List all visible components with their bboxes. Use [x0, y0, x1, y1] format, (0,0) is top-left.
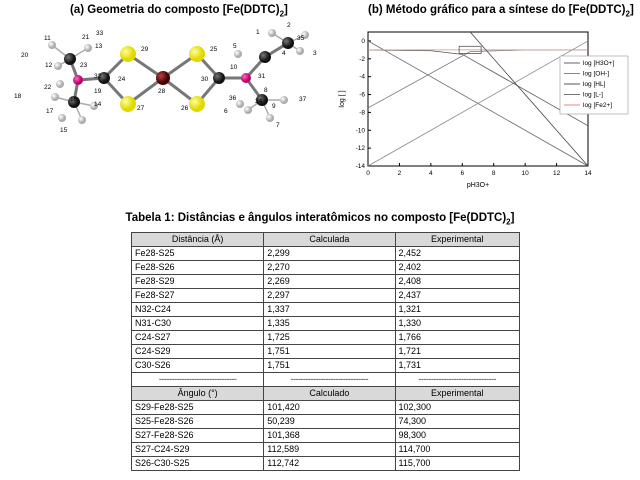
atom-label: 30	[201, 76, 209, 83]
h-label: 11	[44, 35, 51, 42]
table-row	[132, 247, 520, 261]
x-tick-label: 0	[366, 170, 370, 177]
h-label: 37	[299, 96, 307, 103]
x-tick-label: 4	[429, 170, 433, 177]
y-tick-label: 0	[361, 37, 365, 45]
figure-b-caption: (b) Método gráfico para a síntese do $[Fe(DDTC)_2]$	[368, 4, 634, 19]
n32-atom	[73, 75, 83, 85]
table-cell: 2,437	[395, 289, 519, 303]
s26-atom	[189, 96, 205, 112]
table-cell: 115,700	[395, 457, 519, 471]
y-tick-label: -4	[359, 73, 365, 81]
table-cell: 1,725	[264, 331, 395, 345]
figure-a-caption: (a) Geometria do composto $[Fe(DDTC)_2]$	[70, 4, 288, 19]
table-row	[132, 289, 520, 303]
y-tick-label: -8	[359, 109, 365, 117]
table-row	[132, 331, 520, 345]
x-tick-label: 6	[460, 170, 465, 177]
h-label: 2	[287, 22, 291, 29]
series-line-3	[368, 50, 588, 108]
table-cell: 98,300	[395, 429, 519, 443]
h-label: 36	[229, 95, 237, 102]
header-cell: Calculada	[264, 233, 395, 247]
h-label: 18	[14, 93, 22, 100]
atom-label: 29	[141, 46, 149, 53]
table-cell: C24-S29	[132, 345, 264, 359]
table-cell: 2,299	[264, 247, 395, 261]
table-cell: 1,321	[395, 303, 519, 317]
x-tick-label: 12	[552, 170, 561, 177]
header-cell: Calculado	[264, 387, 395, 401]
table-row	[132, 429, 520, 443]
atom-label: 16	[70, 96, 78, 103]
table-row	[132, 345, 520, 359]
table-title: Tabela 1: Distâncias e ângulos interatômicos no composto $[Fe(DDTC)_2]$	[125, 212, 515, 227]
table-header-row	[132, 387, 520, 401]
legend-label: log [L-]	[583, 91, 603, 99]
table-cell: S26-C30-S25	[132, 457, 264, 471]
molecule-structure	[0, 18, 325, 138]
table-cell: Fe28-S25	[132, 247, 264, 261]
atom-label: 32	[94, 73, 102, 80]
table-cell: Fe28-S26	[132, 261, 264, 275]
table-cell: S27-Fe28-S26	[132, 429, 264, 443]
s27-atom	[120, 96, 136, 112]
separator-row: ------------------------------- ------------------------------- -------------------------------	[132, 373, 520, 387]
table-row	[132, 443, 520, 457]
h-label: 35	[297, 35, 305, 42]
table-cell: 1,330	[395, 317, 519, 331]
y-tick-label: -6	[359, 91, 365, 99]
c30-atom	[213, 72, 225, 84]
atom-label: 24	[118, 76, 126, 83]
atom-label: 1	[256, 29, 260, 36]
h-label: 22	[44, 84, 52, 91]
table-cell: 1,766	[395, 331, 519, 345]
legend-label: log [OH-]	[583, 70, 610, 78]
header-cell: Experimental	[395, 387, 519, 401]
table-cell: 2,408	[395, 275, 519, 289]
table-cell: 112,742	[264, 457, 395, 471]
y-tick-label: -14	[355, 163, 365, 170]
hydrogen-atoms	[48, 29, 309, 124]
table-cell: 114,700	[395, 443, 519, 457]
table-cell: 1,335	[264, 317, 395, 331]
legend-label: log [Fe2+]	[583, 102, 613, 109]
header-cell: Experimental	[395, 233, 519, 247]
table-cell: 102,300	[395, 401, 519, 415]
h-label: 7	[276, 122, 280, 129]
table-cell: 101,420	[264, 401, 395, 415]
table-cell: 112,589	[264, 443, 395, 457]
header-cell: Ângulo (°)	[132, 387, 264, 401]
x-axis-label: pH3O+	[466, 182, 490, 189]
table-cell: 2,269	[264, 275, 395, 289]
y-tick-label: -2	[359, 55, 365, 63]
table-cell: 2,270	[264, 261, 395, 275]
table-cell: 1,751	[264, 345, 395, 359]
table-cell: 2,402	[395, 261, 519, 275]
x-tick-label: 14	[584, 170, 592, 177]
table-cell: S27-C24-S29	[132, 443, 264, 457]
chart-area	[330, 18, 630, 193]
h-label: 15	[60, 127, 68, 134]
table-cell: 101,368	[264, 429, 395, 443]
x-tick-label: 8	[491, 170, 496, 177]
table-cell: 2,452	[395, 247, 519, 261]
table-cell: C24-S27	[132, 331, 264, 345]
h-label: 34	[255, 98, 263, 105]
s29-atom	[120, 46, 136, 62]
table-cell: Fe28-S29	[132, 275, 264, 289]
h-label: 14	[94, 101, 102, 108]
x-tick-label: 10	[521, 170, 529, 177]
distances-angles-table	[131, 232, 520, 471]
table-row	[132, 359, 520, 373]
h-label: 3	[313, 50, 317, 57]
table-cell: 50,239	[264, 415, 395, 429]
n31-atom	[241, 73, 251, 83]
table-cell: Fe28-S27	[132, 289, 264, 303]
table-row	[132, 401, 520, 415]
fe28-atom	[156, 71, 170, 85]
h-label: 5	[233, 43, 237, 50]
h-label: 6	[224, 108, 228, 115]
h-label: 13	[95, 43, 103, 50]
h-label: 20	[21, 52, 29, 59]
atom-label: 9	[272, 103, 276, 110]
h-label: 19	[94, 88, 102, 95]
header-cell: Distância (Å)	[132, 233, 264, 247]
atom-label: 27	[137, 105, 145, 112]
h-label: 4	[282, 50, 286, 57]
table-cell: S25-Fe28-S26	[132, 415, 264, 429]
table-cell: S29-Fe28-S25	[132, 401, 264, 415]
table-cell: 2,297	[264, 289, 395, 303]
atom-label: 31	[258, 73, 266, 80]
table-cell: 1,751	[264, 359, 395, 373]
table-row	[132, 457, 520, 471]
table-cell: C30-S26	[132, 359, 264, 373]
s25-atom	[189, 46, 205, 62]
table-row	[132, 261, 520, 275]
table-row	[132, 415, 520, 429]
plot-frame	[368, 32, 588, 166]
h-label: 33	[96, 30, 104, 37]
table-row	[132, 275, 520, 289]
table-header-row	[132, 233, 520, 247]
atom-label: 28	[158, 88, 166, 95]
legend-label: log [HL]	[583, 81, 606, 88]
legend-label: log [H3O+]	[583, 60, 615, 67]
atom-label: 26	[181, 105, 189, 112]
table-cell: 1,337	[264, 303, 395, 317]
atom-label: 17	[46, 108, 54, 115]
table-cell: 1,731	[395, 359, 519, 373]
table-row	[132, 317, 520, 331]
table-row	[132, 303, 520, 317]
atom-label: 23	[80, 62, 88, 69]
atom-label: 25	[210, 46, 218, 53]
atom-label: 21	[82, 34, 90, 41]
atom-label: 8	[264, 87, 268, 94]
x-tick-label: 2	[397, 170, 402, 177]
series-line-2	[368, 50, 588, 126]
table-cell: N31-C30	[132, 317, 264, 331]
h-label: 12	[45, 62, 53, 69]
y-tick-label: -12	[355, 145, 365, 153]
table-cell: N32-C24	[132, 303, 264, 317]
table-cell: 74,300	[395, 415, 519, 429]
y-axis-label: log [ ]	[339, 90, 346, 108]
y-tick-label: -10	[355, 127, 365, 135]
atom-label: 10	[230, 64, 238, 71]
table-cell: 1,721	[395, 345, 519, 359]
